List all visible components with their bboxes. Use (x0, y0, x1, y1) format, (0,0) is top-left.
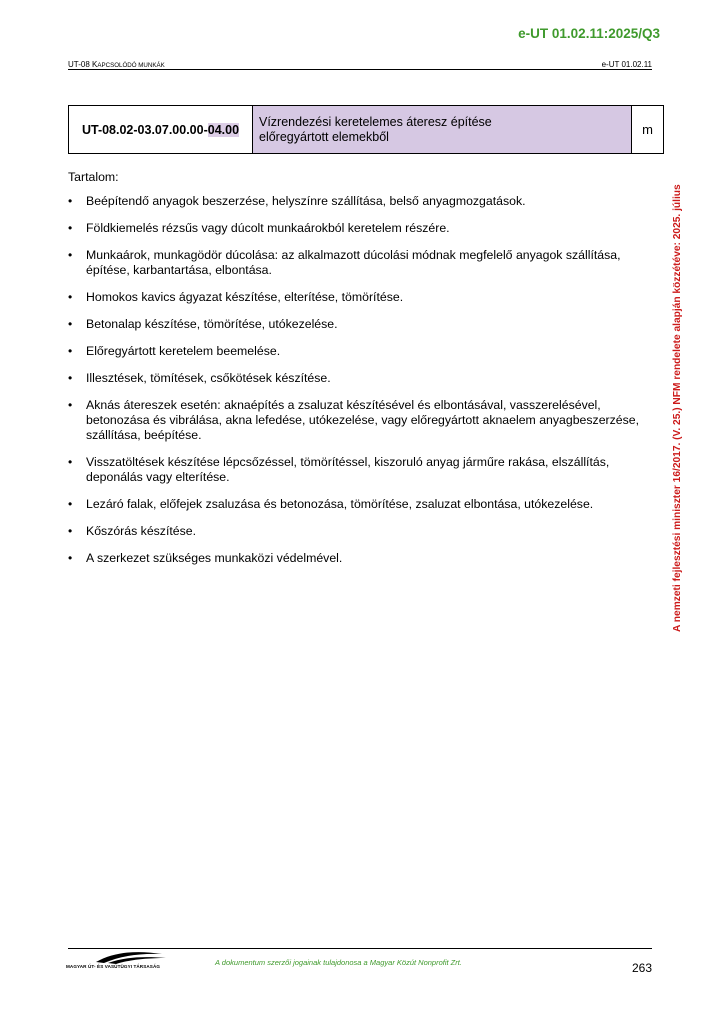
list-item (68, 551, 648, 566)
list-item-text: Lezáró falak, előfejek zsaluzása és betonozása, tömörítése, zsaluzat elbontása, utókezelése. (86, 497, 594, 511)
content-label: Tartalom: (68, 170, 119, 184)
list-item (68, 194, 648, 209)
list-item (68, 371, 648, 386)
section-prefix: UT-08 K (68, 60, 98, 69)
list-item-text: Földkiemelés rézsűs vagy dúcolt munkaárokból keretelem részére. (86, 221, 450, 235)
list-item-text: Kőszórás készítése. (86, 524, 197, 538)
item-unit-cell: m (632, 106, 664, 154)
list-item-text: Illesztések, tömítések, csőkötések készítése. (86, 371, 331, 385)
item-table (68, 105, 664, 154)
list-item-text: A szerkezet szükséges munkaközi védelmével. (86, 551, 343, 565)
list-item (68, 248, 648, 278)
bullet-icon: • (68, 344, 73, 358)
page-number: 263 (631, 961, 652, 975)
bullet-icon: • (68, 317, 73, 331)
list-item-text: Előregyártott keretelem beemelése. (86, 344, 281, 358)
bullet-icon: • (68, 497, 73, 511)
bullet-icon: • (68, 248, 73, 262)
logo-swoosh-icon (66, 950, 186, 964)
logo-text: MAGYAR ÚT- ÉS VASÚTÜGYI TÁRSASÁG (66, 964, 161, 969)
list-item-text: Beépítendő anyagok beszerzése, helyszínre szállítása, belső anyagmozgatások. (86, 194, 526, 208)
content-section (68, 170, 648, 578)
item-code-cell (69, 106, 253, 154)
header-divider (68, 69, 652, 70)
list-item-text: Betonalap készítése, tömörítése, utókezelése. (86, 317, 338, 331)
list-item (68, 317, 648, 332)
list-item-text: Homokos kavics ágyazat készítése, elterítése, tömörítése. (86, 290, 404, 304)
list-item (68, 455, 648, 485)
publication-side-note: A nemzeti fejlesztési miniszter 16/2017. (V. 25.) NFM rendelete alapján közzétéve: 2025. július (672, 184, 683, 632)
item-title-line2: előregyártott elemekből (259, 129, 389, 144)
list-item (68, 344, 648, 359)
item-code-suffix: 04.00 (207, 122, 240, 137)
section-header (68, 60, 165, 69)
list-item (68, 290, 648, 305)
list-item (68, 398, 648, 443)
list-item (68, 497, 648, 512)
bullet-icon: • (68, 371, 73, 385)
list-item (68, 221, 648, 236)
section-title-smallcaps: APCSOLÓDÓ MUNKÁK (97, 62, 165, 69)
list-item-text: Munkaárok, munkagödör dúcolása: az alkalmazott dúcolási módnak megfelelő anyagok szállítása, építése, karbantartása, elbontása. (86, 248, 621, 277)
bullet-icon: • (68, 194, 73, 208)
item-code-main: UT-08.02-03.07.00.00- (81, 122, 208, 137)
bullet-icon: • (68, 524, 73, 538)
list-item (68, 524, 648, 539)
item-title-line1: Vízrendezési keretelemes áteresz építése (259, 114, 492, 129)
content-bullet-list (68, 194, 648, 566)
footer-divider (68, 948, 652, 949)
bullet-icon: • (68, 398, 73, 412)
header-ref: e-UT 01.02.11 (601, 60, 652, 69)
bullet-icon: • (68, 290, 73, 304)
bullet-icon: • (68, 221, 73, 235)
list-item-text: Aknás átereszek esetén: aknaépítés a zsaluzat készítésével és elbontásával, vasszerelésével, betonozása és vibrálása, akna lefedése, utókezelése, vagy előregyártott aknaelem anyagbeszerzése, szállítása, beépítése. (86, 398, 640, 442)
item-title-cell (253, 106, 632, 154)
copyright-notice: A dokumentum szerzői jogainak tulajdonosa a Magyar Közút Nonprofit Zrt. (215, 958, 462, 967)
list-item-text: Visszatöltések készítése lépcsőzéssel, tömörítéssel, kiszoruló anyag járműre rakása, elszállítás, deponálás vagy elterítése. (86, 455, 610, 484)
bullet-icon: • (68, 551, 73, 565)
bullet-icon: • (68, 455, 73, 469)
society-logo (66, 950, 186, 976)
document-code: e-UT 01.02.11:2025/Q3 (518, 26, 660, 41)
